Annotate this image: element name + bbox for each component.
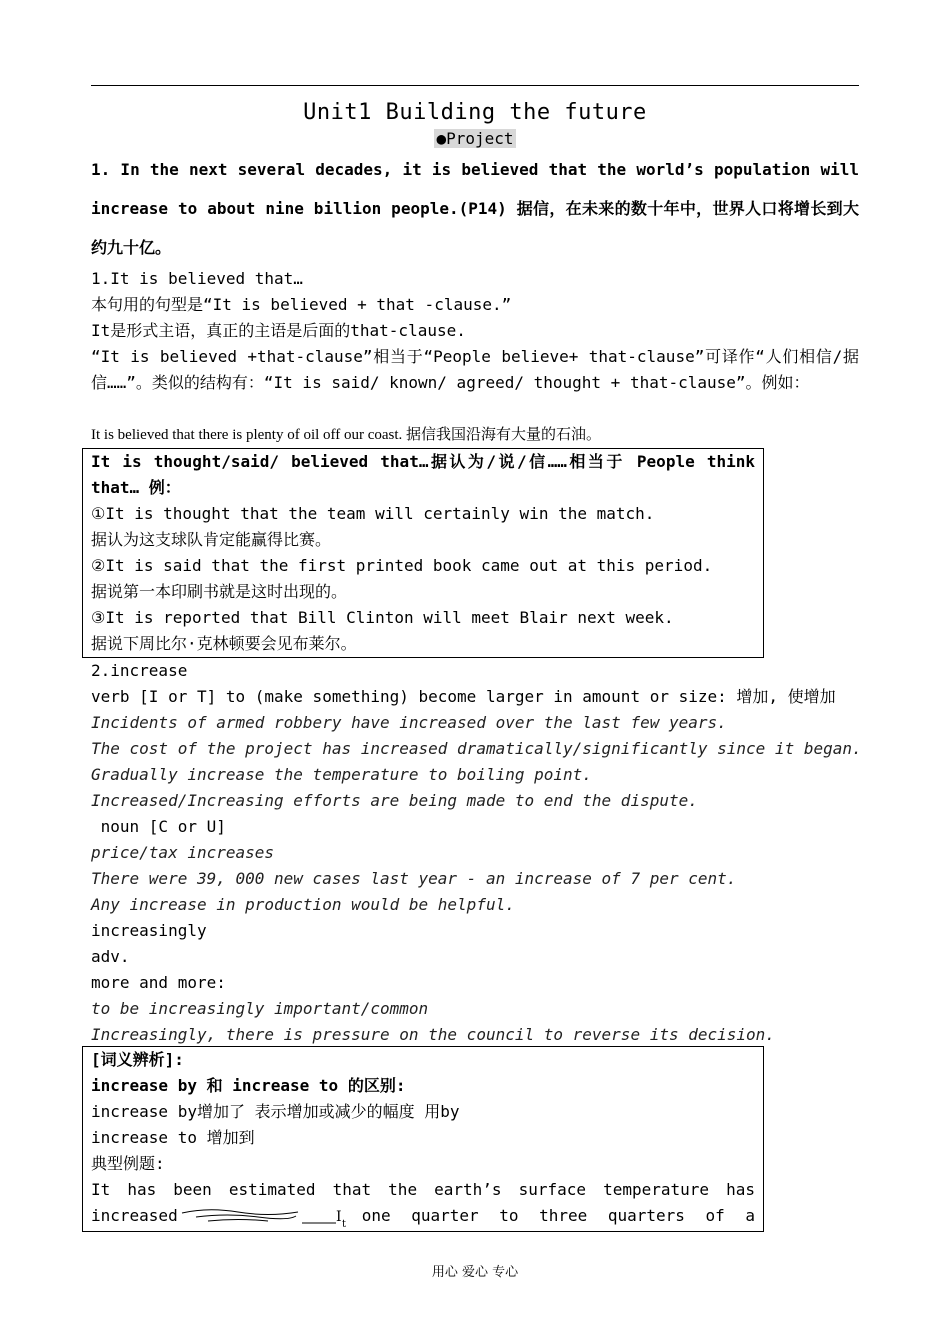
- note-line: 本句用的句型是“It is believed + that -clause.”: [91, 295, 512, 314]
- key-sentence: 1. In the next several decades, it is believed that the world’s population will increase to about nine billion people.(P14) 据信，在未来的数十年中，世界人口将增长到大约九十亿。: [91, 160, 859, 257]
- verb-definition: verb [I or T] to (make something) become larger in amount or size: 增加, 使增加: [91, 687, 836, 706]
- typical-example-line: [91, 1203, 755, 1229]
- section-label: [0, 129, 950, 148]
- usage-example: ②It is said that the first printed book came out at this period.: [91, 556, 713, 575]
- answer-blank: [178, 1205, 348, 1227]
- usage-box: [82, 448, 764, 658]
- example-word: one quarter to three quarters of a: [361, 1206, 755, 1225]
- adverb-example: to be increasingly important/common: [91, 999, 429, 1018]
- example-sentence: It is believed that there is plenty of oil off our coast. 据信我国沿海有大量的石油。: [91, 427, 602, 443]
- usage-box-heading: It is thought/said/ believed that…据认为/说/信……相当于 People think that… 例：: [91, 452, 755, 497]
- note-line: 1.It is believed that…: [91, 269, 303, 288]
- usage-example: ①It is thought that the team will certainly win the match.: [91, 504, 655, 523]
- example-label: 典型例题:: [91, 1154, 165, 1173]
- distinction-box: [82, 1046, 764, 1232]
- distinction-title: [词义辨析]:: [91, 1050, 184, 1069]
- verb-example: Incidents of armed robbery have increased over the last few years.: [91, 713, 727, 732]
- svg-text:I: I: [335, 1209, 342, 1225]
- adverb-word: increasingly: [91, 921, 207, 940]
- verb-example: Gradually increase the temperature to boiling point.: [91, 765, 592, 784]
- noun-definition: noun [C or U]: [91, 817, 226, 836]
- header-rule: [91, 85, 859, 86]
- note-line: It是形式主语，真正的主语是后面的that-clause.: [91, 321, 466, 340]
- usage-translation: 据说下周比尔·克林顿要会见布莱尔。: [91, 634, 357, 653]
- verb-example: The cost of the project has increased dramatically/significantly since it began.: [91, 739, 862, 758]
- adverb-definition: more and more:: [91, 973, 226, 992]
- svg-text:t: t: [341, 1219, 346, 1227]
- distinction-subtitle: increase by 和 increase to 的区别:: [91, 1076, 406, 1095]
- page-title: Unit1 Building the future: [303, 100, 647, 125]
- note-paragraph: “It is believed +that-clause”相当于“People believe+ that-clause”可译作“人们相信/据信……”。类似的结构有：“It is said/ known/ agreed/ thought + that-clause”。例如：: [91, 347, 859, 392]
- distinction-by: increase by增加了 表示增加或减少的幅度 用by: [91, 1102, 460, 1121]
- usage-translation: 据认为这支球队肯定能赢得比赛。: [91, 530, 332, 549]
- distinction-to: increase to 增加到: [91, 1128, 255, 1147]
- noun-example: There were 39, 000 new cases last year - an increase of 7 per cent.: [91, 869, 737, 888]
- typical-example-line: It has been estimated that the earth’s surface temperature has: [91, 1180, 755, 1199]
- usage-example: ③It is reported that Bill Clinton will meet Blair next week.: [91, 608, 674, 627]
- adverb-example: Increasingly, there is pressure on the council to reverse its decision.: [91, 1025, 775, 1044]
- page-footer: 用心 爱心 专心: [431, 1265, 519, 1280]
- noun-example: price/tax increases: [91, 843, 275, 862]
- adverb-pos: adv.: [91, 947, 130, 966]
- noun-example: Any increase in production would be helpful.: [91, 895, 515, 914]
- section-label-text: ●Project: [436, 129, 514, 148]
- usage-translation: 据说第一本印刷书就是这时出现的。: [91, 582, 348, 601]
- example-word: increased: [91, 1206, 178, 1225]
- word-heading: 2.increase: [91, 661, 188, 680]
- verb-example: Increased/Increasing efforts are being made to end the dispute.: [91, 791, 698, 810]
